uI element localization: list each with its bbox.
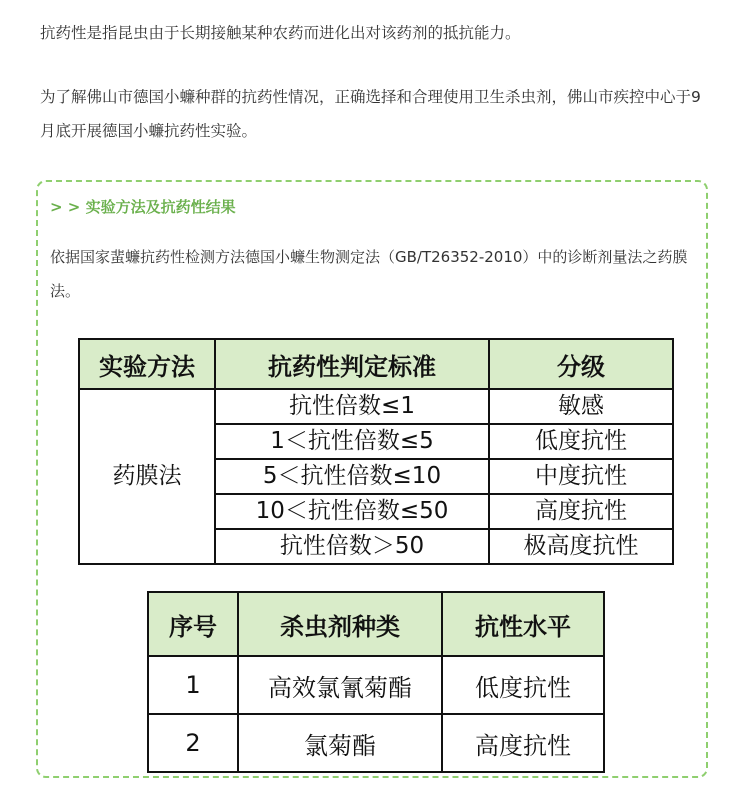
criterion-cell: 10＜抗性倍数≤50 [215,494,489,529]
insecticide-results-table [147,591,605,773]
results-panel [36,180,708,778]
section-title: > > 实验方法及抗药性结果 [50,198,236,216]
method-description: 依据国家蜚蠊抗药性检测方法德国小蠊生物测定法（GB/T26352-2010）中的诊断剂量法之药膜法。 [50,248,688,300]
table-row [148,714,604,772]
grade-cell: 极高度抗性 [489,529,673,564]
table-row [148,656,604,714]
table-header-row [148,592,604,656]
number-cell: 1 [148,656,238,714]
intro-paragraph-1: 抗药性是指昆虫由于长期接触某种农药而进化出对该药剂的抵抗能力。 [40,24,521,42]
grade-cell: 敏感 [489,389,673,424]
method-cell: 药膜法 [79,389,215,564]
header-level: 抗性水平 [442,592,604,656]
criterion-cell: 5＜抗性倍数≤10 [215,459,489,494]
grade-cell: 中度抗性 [489,459,673,494]
header-grade: 分级 [489,339,673,389]
grade-cell: 低度抗性 [489,424,673,459]
intro-paragraph-2: 为了解佛山市德国小蠊种群的抗药性情况，正确选择和合理使用卫生杀虫剂，佛山市疾控中心于9月底开展德国小蠊抗药性实验。 [40,88,701,140]
grade-cell: 高度抗性 [489,494,673,529]
insecticide-cell: 氯菊酯 [238,714,442,772]
criterion-cell: 1＜抗性倍数≤5 [215,424,489,459]
header-insecticide: 杀虫剂种类 [238,592,442,656]
criterion-cell: 抗性倍数≤1 [215,389,489,424]
header-method: 实验方法 [79,339,215,389]
resistance-standards-table [78,338,674,565]
insecticide-cell: 高效氯氰菊酯 [238,656,442,714]
criterion-cell: 抗性倍数＞50 [215,529,489,564]
table-row [79,389,673,424]
level-cell: 高度抗性 [442,714,604,772]
table-header-row [79,339,673,389]
level-cell: 低度抗性 [442,656,604,714]
number-cell: 2 [148,714,238,772]
header-number: 序号 [148,592,238,656]
header-criterion: 抗药性判定标准 [215,339,489,389]
